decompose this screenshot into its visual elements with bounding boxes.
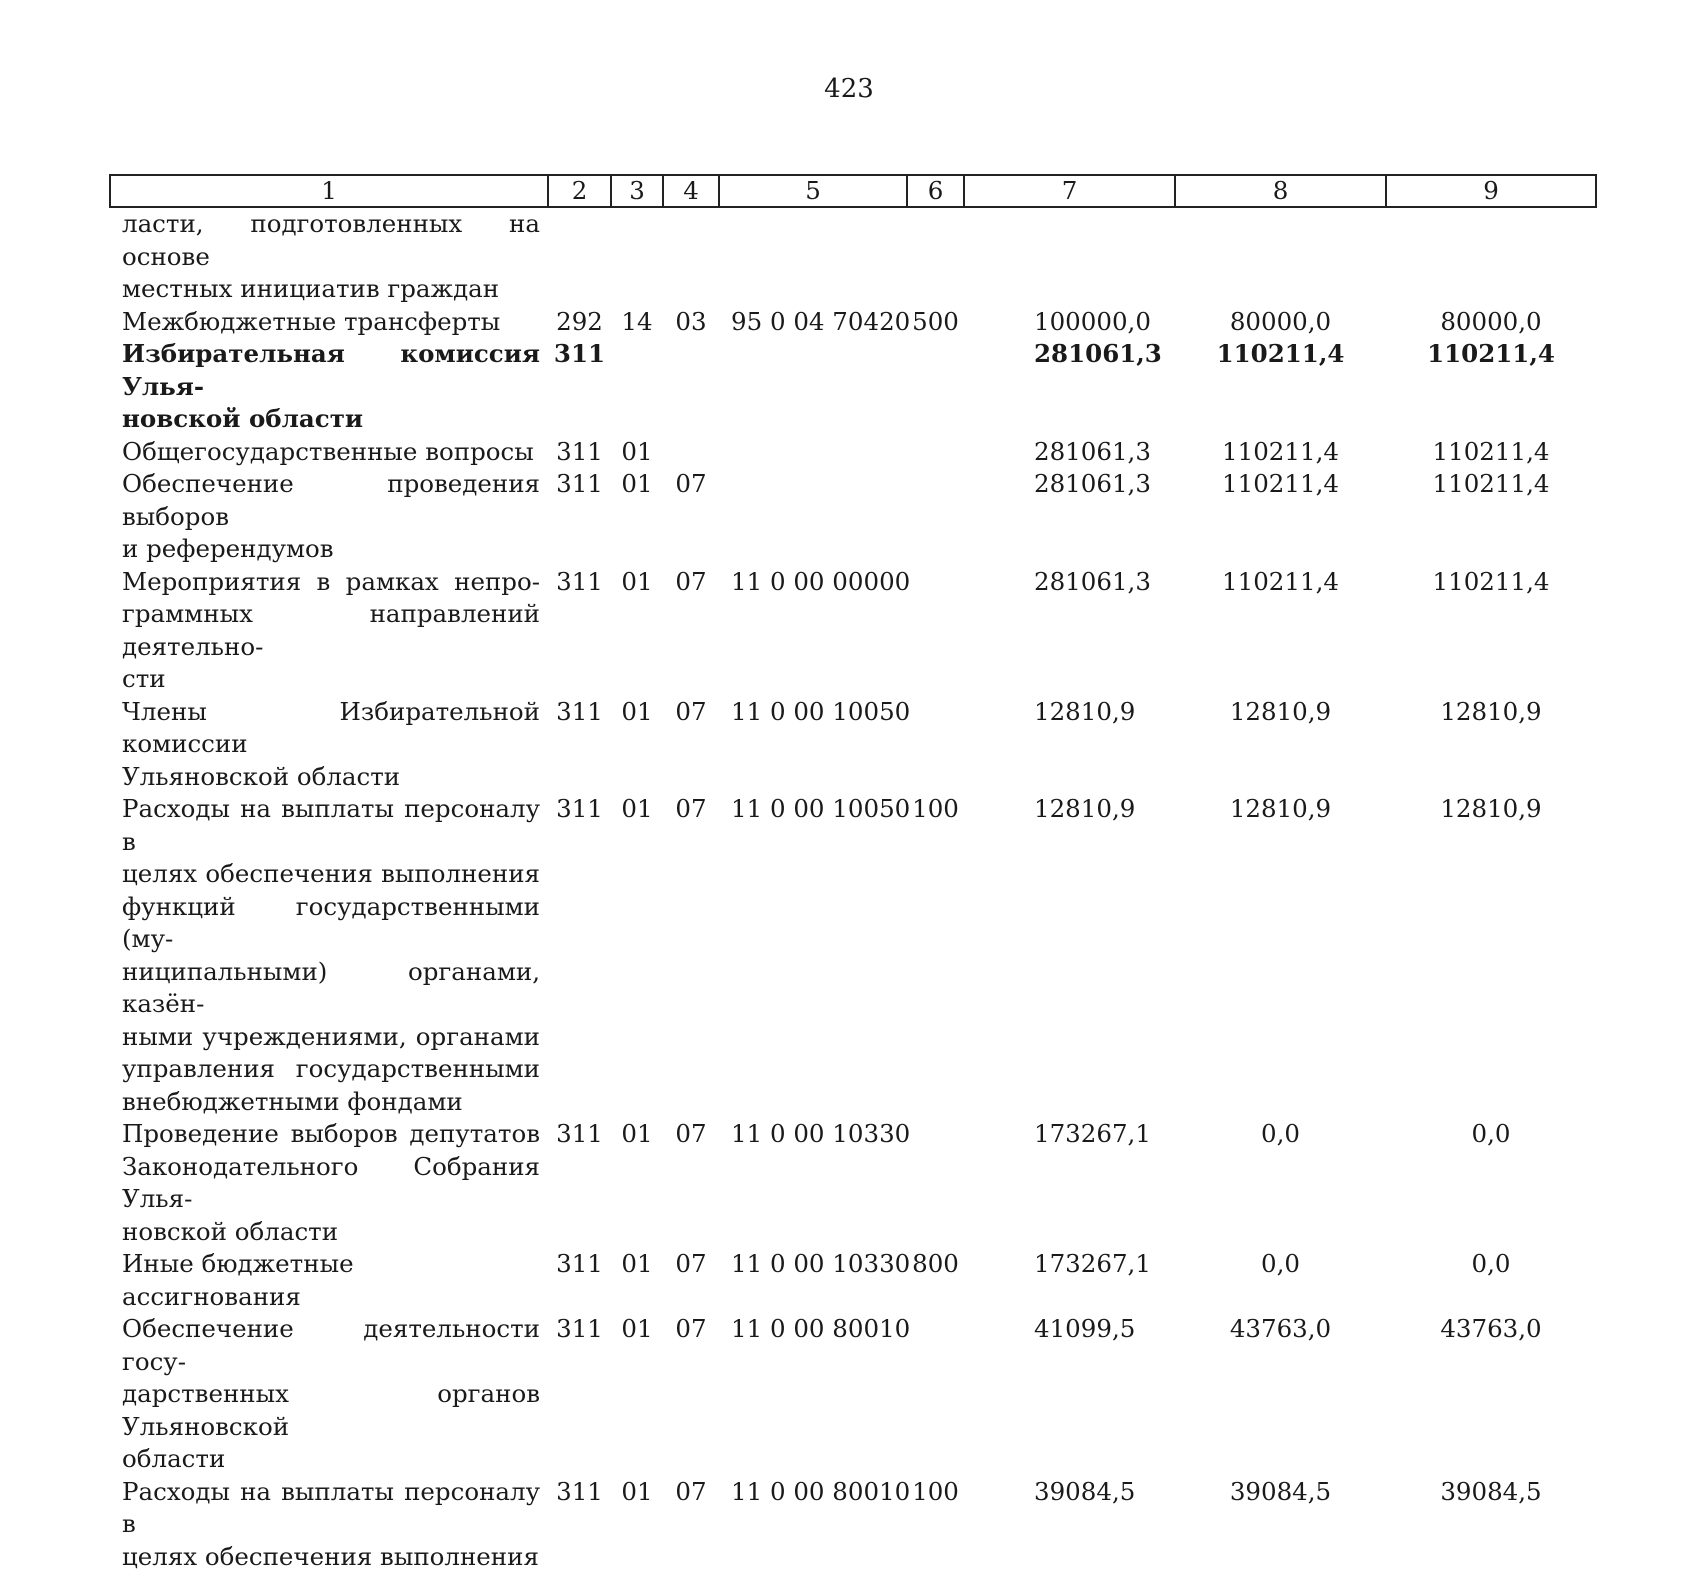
- column-header-1: 1: [110, 175, 548, 207]
- table-row: [110, 566, 1596, 696]
- section-code: 01: [611, 793, 663, 1118]
- row-name: [110, 793, 548, 1118]
- expense-type-code: 800: [907, 1248, 964, 1313]
- row-name: [110, 436, 548, 469]
- row-name: [110, 306, 548, 339]
- row-name: [110, 1118, 548, 1248]
- table-row: [110, 338, 1596, 436]
- amount-col-7: 173267,1: [964, 1118, 1175, 1248]
- subsection-code: 03: [663, 306, 719, 339]
- section-code: 01: [611, 468, 663, 566]
- row-name: [110, 1476, 548, 1573]
- expense-type-code: [907, 207, 964, 306]
- target-article-code: 11 0 00 10050: [719, 696, 907, 794]
- section-code: 14: [611, 306, 663, 339]
- amount-col-8: [1175, 207, 1386, 306]
- row-name-line: и референдумов: [122, 533, 540, 566]
- expense-type-code: 500: [907, 306, 964, 339]
- row-name-line: местных инициатив граждан: [122, 273, 540, 306]
- amount-col-9: 80000,0: [1386, 306, 1596, 339]
- amount-col-9: 43763,0: [1386, 1313, 1596, 1476]
- section-code: 01: [611, 436, 663, 469]
- subsection-code: 07: [663, 566, 719, 696]
- table-row: [110, 1313, 1596, 1476]
- budget-table: [109, 174, 1597, 1573]
- amount-col-7: 173267,1: [964, 1248, 1175, 1313]
- row-name-line: сти: [122, 663, 540, 696]
- target-article-code: 11 0 00 10050: [719, 793, 907, 1118]
- table-row: [110, 1118, 1596, 1248]
- section-code: 01: [611, 696, 663, 794]
- row-name-line: дарственных органов Ульяновской: [122, 1378, 540, 1443]
- table-row: [110, 1248, 1596, 1313]
- amount-col-8: 43763,0: [1175, 1313, 1386, 1476]
- row-name-line: Обеспечение проведения выборов: [122, 468, 540, 533]
- section-code: 01: [611, 1476, 663, 1573]
- row-name-line: ласти, подготовленных на основе: [122, 208, 540, 273]
- amount-col-7: 281061,3: [964, 566, 1175, 696]
- table-row: [110, 207, 1596, 306]
- target-article-code: 11 0 00 10330: [719, 1248, 907, 1313]
- row-name-line: новской области: [122, 1216, 540, 1249]
- amount-col-9: 12810,9: [1386, 793, 1596, 1118]
- chapter-code: 311: [548, 696, 611, 794]
- expense-type-code: [907, 338, 964, 436]
- section-code: [611, 338, 663, 436]
- table-row: [110, 306, 1596, 339]
- amount-col-8: 12810,9: [1175, 696, 1386, 794]
- target-article-code: 11 0 00 80010: [719, 1476, 907, 1573]
- subsection-code: 07: [663, 1118, 719, 1248]
- amount-col-8: 110211,4: [1175, 338, 1386, 436]
- subsection-code: 07: [663, 1248, 719, 1313]
- target-article-code: 11 0 00 10330: [719, 1118, 907, 1248]
- chapter-code: 311: [548, 1248, 611, 1313]
- row-name-line: Члены Избирательной комиссии: [122, 696, 540, 761]
- amount-col-8: 110211,4: [1175, 566, 1386, 696]
- row-name: [110, 207, 548, 306]
- expense-type-code: [907, 1118, 964, 1248]
- target-article-code: 11 0 00 80010: [719, 1313, 907, 1476]
- chapter-code: 311: [548, 436, 611, 469]
- row-name: [110, 696, 548, 794]
- row-name-line: Расходы на выплаты персоналу в: [122, 793, 540, 858]
- amount-col-8: 0,0: [1175, 1118, 1386, 1248]
- column-header-7: 7: [964, 175, 1175, 207]
- section-code: 01: [611, 566, 663, 696]
- chapter-code: 311: [548, 338, 611, 436]
- chapter-code: 311: [548, 793, 611, 1118]
- amount-col-9: 110211,4: [1386, 338, 1596, 436]
- amount-col-7: 281061,3: [964, 468, 1175, 566]
- row-name-line: граммных направлений деятельно-: [122, 598, 540, 663]
- row-name-line: Проведение выборов депутатов: [122, 1118, 540, 1151]
- chapter-code: 292: [548, 306, 611, 339]
- row-name-line: Законодательного Собрания Улья-: [122, 1151, 540, 1216]
- subsection-code: 07: [663, 1476, 719, 1573]
- section-code: [611, 207, 663, 306]
- table-body: [110, 207, 1596, 1573]
- column-header-6: 6: [907, 175, 964, 207]
- subsection-code: [663, 436, 719, 469]
- amount-col-7: [964, 207, 1175, 306]
- expense-type-code: 100: [907, 1476, 964, 1573]
- amount-col-7: 281061,3: [964, 436, 1175, 469]
- subsection-code: 07: [663, 696, 719, 794]
- table-header: [110, 175, 1596, 207]
- row-name-line: Избирательная комиссия Улья-: [122, 338, 540, 403]
- expense-type-code: [907, 436, 964, 469]
- amount-col-8: 12810,9: [1175, 793, 1386, 1118]
- row-name-line: целях обеспечения выполнения: [122, 1541, 540, 1573]
- row-name-line: области: [122, 1443, 540, 1476]
- table-row: [110, 468, 1596, 566]
- section-code: 01: [611, 1248, 663, 1313]
- subsection-code: 07: [663, 1313, 719, 1476]
- row-name: [110, 468, 548, 566]
- section-code: 01: [611, 1118, 663, 1248]
- target-article-code: 11 0 00 00000: [719, 566, 907, 696]
- target-article-code: [719, 338, 907, 436]
- amount-col-9: 110211,4: [1386, 468, 1596, 566]
- row-name-line: ниципальными) органами, казён-: [122, 956, 540, 1021]
- row-name-line: Расходы на выплаты персоналу в: [122, 1476, 540, 1541]
- target-article-code: 95 0 04 70420: [719, 306, 907, 339]
- amount-col-9: [1386, 207, 1596, 306]
- amount-col-8: 80000,0: [1175, 306, 1386, 339]
- subsection-code: 07: [663, 793, 719, 1118]
- row-name-line: ными учреждениями, органами: [122, 1021, 540, 1054]
- amount-col-8: 39084,5: [1175, 1476, 1386, 1573]
- expense-type-code: [907, 696, 964, 794]
- row-name-line: Общегосударственные вопросы: [122, 436, 540, 469]
- header-row: [110, 175, 1596, 207]
- subsection-code: [663, 338, 719, 436]
- amount-col-7: 41099,5: [964, 1313, 1175, 1476]
- row-name-line: Межбюджетные трансферты: [122, 306, 540, 339]
- amount-col-9: 39084,5: [1386, 1476, 1596, 1573]
- expense-type-code: [907, 1313, 964, 1476]
- row-name: [110, 338, 548, 436]
- subsection-code: [663, 207, 719, 306]
- expense-type-code: [907, 468, 964, 566]
- amount-col-9: 110211,4: [1386, 566, 1596, 696]
- row-name: [110, 1248, 548, 1313]
- row-name-line: новской области: [122, 403, 540, 436]
- column-header-8: 8: [1175, 175, 1386, 207]
- row-name-line: внебюджетными фондами: [122, 1086, 540, 1119]
- amount-col-7: 281061,3: [964, 338, 1175, 436]
- column-header-5: 5: [719, 175, 907, 207]
- column-header-3: 3: [611, 175, 663, 207]
- expense-type-code: [907, 566, 964, 696]
- column-header-2: 2: [548, 175, 611, 207]
- chapter-code: 311: [548, 468, 611, 566]
- section-code: 01: [611, 1313, 663, 1476]
- table-row: [110, 1476, 1596, 1573]
- row-name-line: Ульяновской области: [122, 761, 540, 794]
- target-article-code: [719, 207, 907, 306]
- chapter-code: 311: [548, 1313, 611, 1476]
- table-row: [110, 793, 1596, 1118]
- row-name-line: Обеспечение деятельности госу-: [122, 1313, 540, 1378]
- row-name-line: Иные бюджетные ассигнования: [122, 1248, 540, 1313]
- amount-col-9: 110211,4: [1386, 436, 1596, 469]
- row-name-line: функций государственными (му-: [122, 891, 540, 956]
- page-number: 423: [0, 74, 1698, 104]
- row-name-line: целях обеспечения выполнения: [122, 858, 540, 891]
- expense-type-code: 100: [907, 793, 964, 1118]
- subsection-code: 07: [663, 468, 719, 566]
- row-name-line: управления государственными: [122, 1053, 540, 1086]
- amount-col-7: 12810,9: [964, 696, 1175, 794]
- target-article-code: [719, 436, 907, 469]
- table-row: [110, 696, 1596, 794]
- amount-col-9: 12810,9: [1386, 696, 1596, 794]
- target-article-code: [719, 468, 907, 566]
- amount-col-8: 0,0: [1175, 1248, 1386, 1313]
- column-header-4: 4: [663, 175, 719, 207]
- amount-col-9: 0,0: [1386, 1248, 1596, 1313]
- amount-col-7: 39084,5: [964, 1476, 1175, 1573]
- chapter-code: 311: [548, 566, 611, 696]
- chapter-code: 311: [548, 1476, 611, 1573]
- chapter-code: [548, 207, 611, 306]
- amount-col-9: 0,0: [1386, 1118, 1596, 1248]
- chapter-code: 311: [548, 1118, 611, 1248]
- amount-col-7: 100000,0: [964, 306, 1175, 339]
- amount-col-8: 110211,4: [1175, 468, 1386, 566]
- amount-col-8: 110211,4: [1175, 436, 1386, 469]
- amount-col-7: 12810,9: [964, 793, 1175, 1118]
- row-name: [110, 1313, 548, 1476]
- row-name-line: Мероприятия в рамках непро-: [122, 566, 540, 599]
- row-name: [110, 566, 548, 696]
- column-header-9: 9: [1386, 175, 1596, 207]
- table-row: [110, 436, 1596, 469]
